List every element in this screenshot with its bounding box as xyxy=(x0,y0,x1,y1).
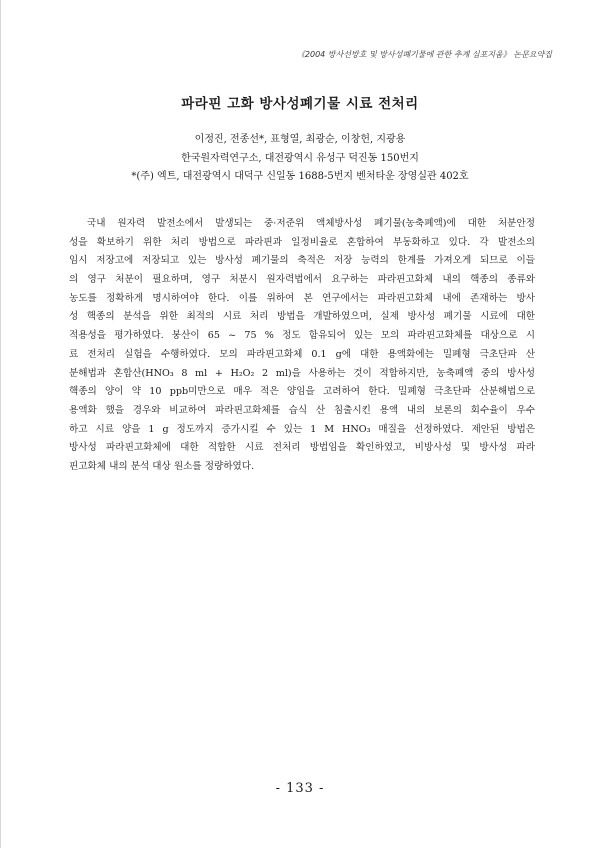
abstract-line: 국내 원자력 발전소에서 발생되는 중·저준위 액체방사성 폐기물(농축폐액)에 대한 처분안정 xyxy=(87,218,535,229)
abstract-line: 의 영구 처분이 필요하며, 영구 처분시 원자력법에서 요구하는 파라핀고화체 내의 핵종의 종류와 xyxy=(69,274,535,286)
abstract-line: 용액화 했을 경우와 비교하여 파라핀고화체를 습식 산 침출시킨 용액 내의 보론의 회수율이 우수 xyxy=(69,404,535,416)
abstract-line: 하고 시료 양을 1 g 정도까지 증가시킬 수 있는 1 M HNO₃ 매질을 선정하였다. 제안된 방법은 xyxy=(69,423,535,435)
abstract-line: 성을 확보하기 위한 처리 방법으로 파라핀과 일정비율로 혼합하여 부동화하고 있다. 각 발전소의 xyxy=(69,236,535,248)
affiliation-primary: 한국원자력연구소, 대전광역시 유성구 덕진동 150번지 xyxy=(181,152,419,164)
author-block xyxy=(0,131,600,187)
abstract-line: 분해법과 혼합산(HNO₃ 8 ml + H₂O₂ 2 ml)을 사용하는 것이 적합하지만, 농축폐액 중의 방사성 xyxy=(69,367,535,379)
page-number: - 133 - xyxy=(275,781,325,796)
abstract-line: 방사성 파라핀고화체에 대한 적합한 시료 전처리 방법임을 확인하였고, 비방사성 및 방사성 파라 xyxy=(69,442,535,454)
paper-title: 파라핀 고화 방사성폐기물 시료 전처리 xyxy=(181,96,419,112)
abstract-line: 농도를 정확하게 명시하여야 한다. 이를 위하여 본 연구에서는 파라핀고화체 내에 존재하는 방사 xyxy=(69,292,535,304)
abstract-line: 핵종의 양이 약 10 ppb미만으로 매우 적은 양임을 고려하여 한다. 밀폐형 극초단파 산분해법으로 xyxy=(69,386,535,398)
running-header: 《2004 방사선방호 및 방사성폐기물에 관한 추계 심포지움》 논문요약집 xyxy=(296,50,552,59)
abstract-line: 적용성을 평가하였다. 붕산이 65 ~ 75 % 정도 함유되어 있는 모의 파라핀고화체를 대상으로 시 xyxy=(69,330,535,342)
abstract-line: 성 핵종의 분석을 위한 최적의 시료 처리 방법을 개발하였으며, 실제 방사성 폐기물 시료에 대한 xyxy=(69,311,535,323)
abstract-line: 핀고화체 내의 분석 대상 원소를 정량하였다. xyxy=(69,460,255,472)
author-names: 이정진, 전종선*, 표형열, 최광순, 이창헌, 지광용 xyxy=(194,134,406,145)
abstract-body xyxy=(69,215,535,477)
affiliation-secondary: *(주) 엑트, 대전광역시 대덕구 신일동 1688-5번지 벤처타운 장영실관 402호 xyxy=(131,171,469,182)
abstract-line: 임시 저장고에 저장되고 있는 방사성 폐기물의 축적은 저장 능력의 한계를 가져오게 되므로 이들 xyxy=(69,255,535,267)
abstract-line: 료 전처리 실험을 수행하였다. 모의 파라핀고화체 0.1 g에 대한 용액화에는 밀폐형 극초단파 산 xyxy=(69,348,535,360)
